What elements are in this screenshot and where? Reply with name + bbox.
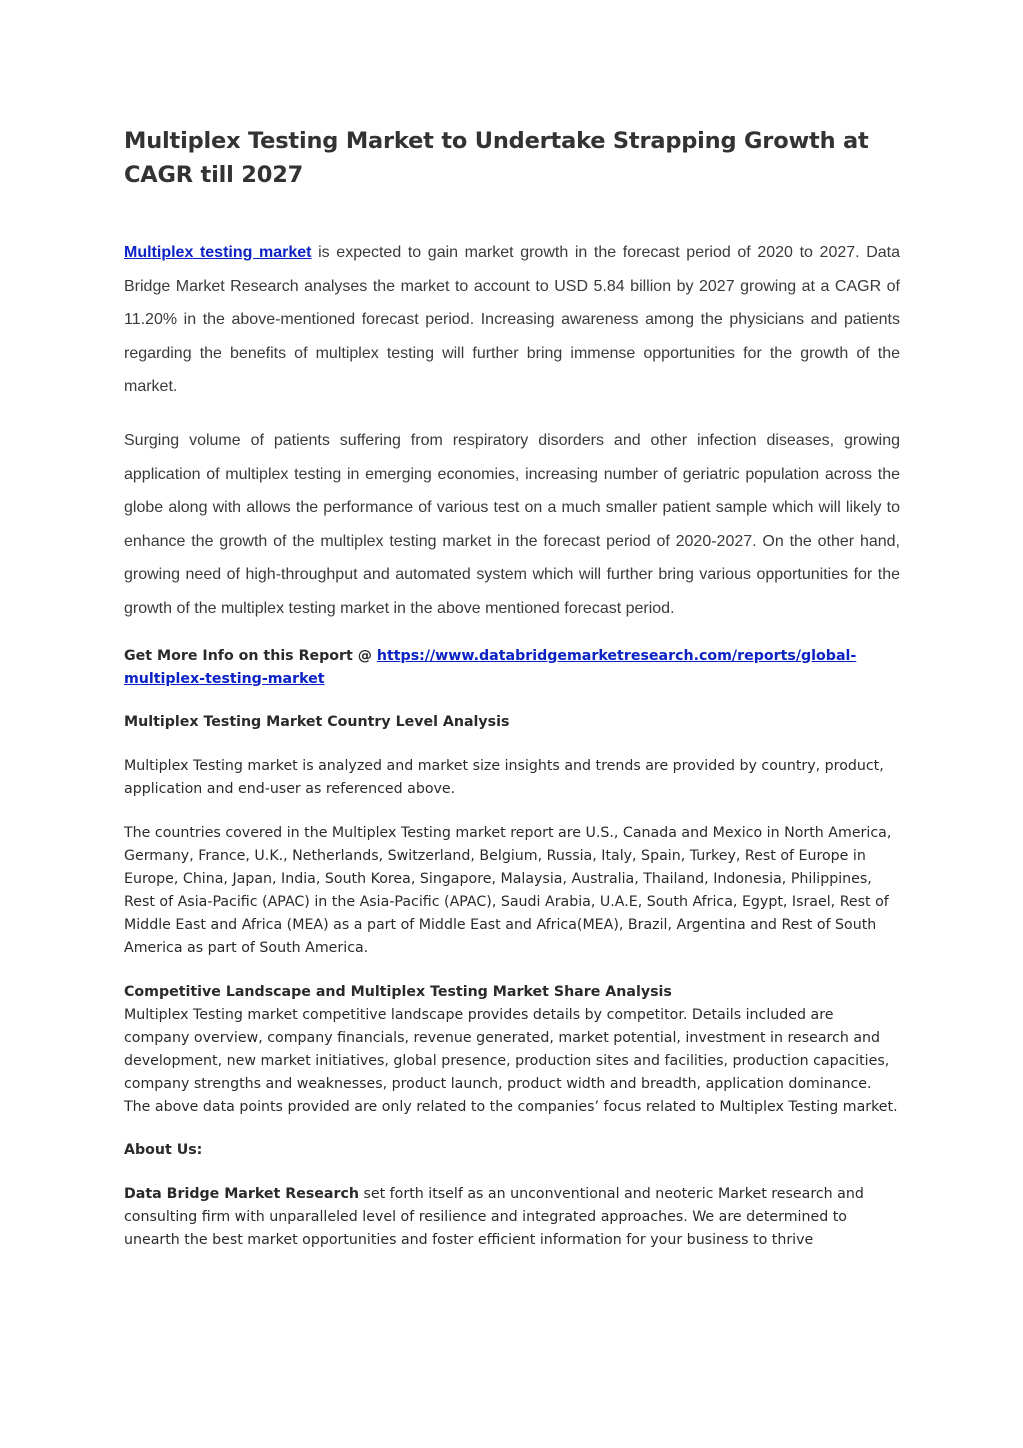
company-name: Data Bridge Market Research xyxy=(124,1185,359,1202)
about-heading-text: About Us: xyxy=(124,1141,203,1158)
document-page xyxy=(124,124,900,1252)
about-paragraph xyxy=(124,1183,900,1252)
market-link[interactable]: Multiplex testing market xyxy=(124,244,312,261)
competitive-heading-text: Competitive Landscape and Multiplex Testing Market Share Analysis xyxy=(124,983,672,1000)
intro-text: is expected to gain market growth in the forecast period of 2020 to 2027. Data Bridge Market Research analyses the market to account to USD 5.84 billion by 2027 growing at a CAGR of 11.20% in the above-mentioned forecast period. Increasing awareness among the physicians and patients regarding the benefits of multiplex testing will further bring immense opportunities for the growth of the market. xyxy=(124,244,900,396)
about-text: set forth itself as an unconventional and neoteric Market research and consulting firm with unparalleled level of resilience and integrated approaches. We are determined to unearth the best market opportunities and foster efficient information for your business to thrive xyxy=(124,1185,864,1248)
more-info-label: Get More Info on this Report @ xyxy=(124,647,377,664)
about-heading xyxy=(124,1139,900,1162)
report-url-link[interactable]: https://www.databridgemarketresearch.com/reports/global-multiplex-testing-market xyxy=(124,647,857,687)
page-title: Multiplex Testing Market to Undertake Strapping Growth at CAGR till 2027 xyxy=(124,128,869,188)
competitive-heading xyxy=(124,981,900,1004)
drivers-paragraph: Surging volume of patients suffering from respiratory disorders and other infection diseases, growing application of multiplex testing in emerging economies, increasing number of geriatric population across the globe along with allows the performance of various test on a much smaller patient sample which will likely to enhance the growth of the multiplex testing market in the forecast period of 2020-2027. On the other hand, growing need of high-throughput and automated system which will further bring various opportunities for the growth of the multiplex testing market in the above mentioned forecast period. xyxy=(124,431,900,617)
more-info-line xyxy=(124,645,900,691)
country-analysis-heading-text: Multiplex Testing Market Country Level Analysis xyxy=(124,713,510,730)
country-analysis-heading xyxy=(124,711,900,734)
country-analysis-paragraph: Multiplex Testing market is analyzed and market size insights and trends are provided by country, product, application and end-user as referenced above. xyxy=(124,757,884,797)
intro-paragraph xyxy=(124,236,900,404)
countries-covered-paragraph: The countries covered in the Multiplex Testing market report are U.S., Canada and Mexico in North America, Germany, France, U.K., Netherlands, Switzerland, Belgium, Russia, Italy, Spain, Turkey, Rest of Europe in Europe, China, Japan, India, South Korea, Singapore, Malaysia, Australia, Thailand, Indonesia, Philippines, Rest of Asia-Pacific (APAC) in the Asia-Pacific (APAC), Saudi Arabia, U.A.E, South Africa, Egypt, Israel, Rest of Middle East and Africa (MEA) as a part of Middle East and Africa(MEA), Brazil, Argentina and Rest of South America as part of South America. xyxy=(124,824,892,956)
competitive-paragraph: Multiplex Testing market competitive landscape provides details by competitor. Details included are company overview, company financials, revenue generated, market potential, investment in research and development, new market initiatives, global presence, production sites and facilities, production capacities, company strengths and weaknesses, product launch, product width and breadth, application dominance. The above data points provided are only related to the companies’ focus related to Multiplex Testing market. xyxy=(124,1006,898,1115)
